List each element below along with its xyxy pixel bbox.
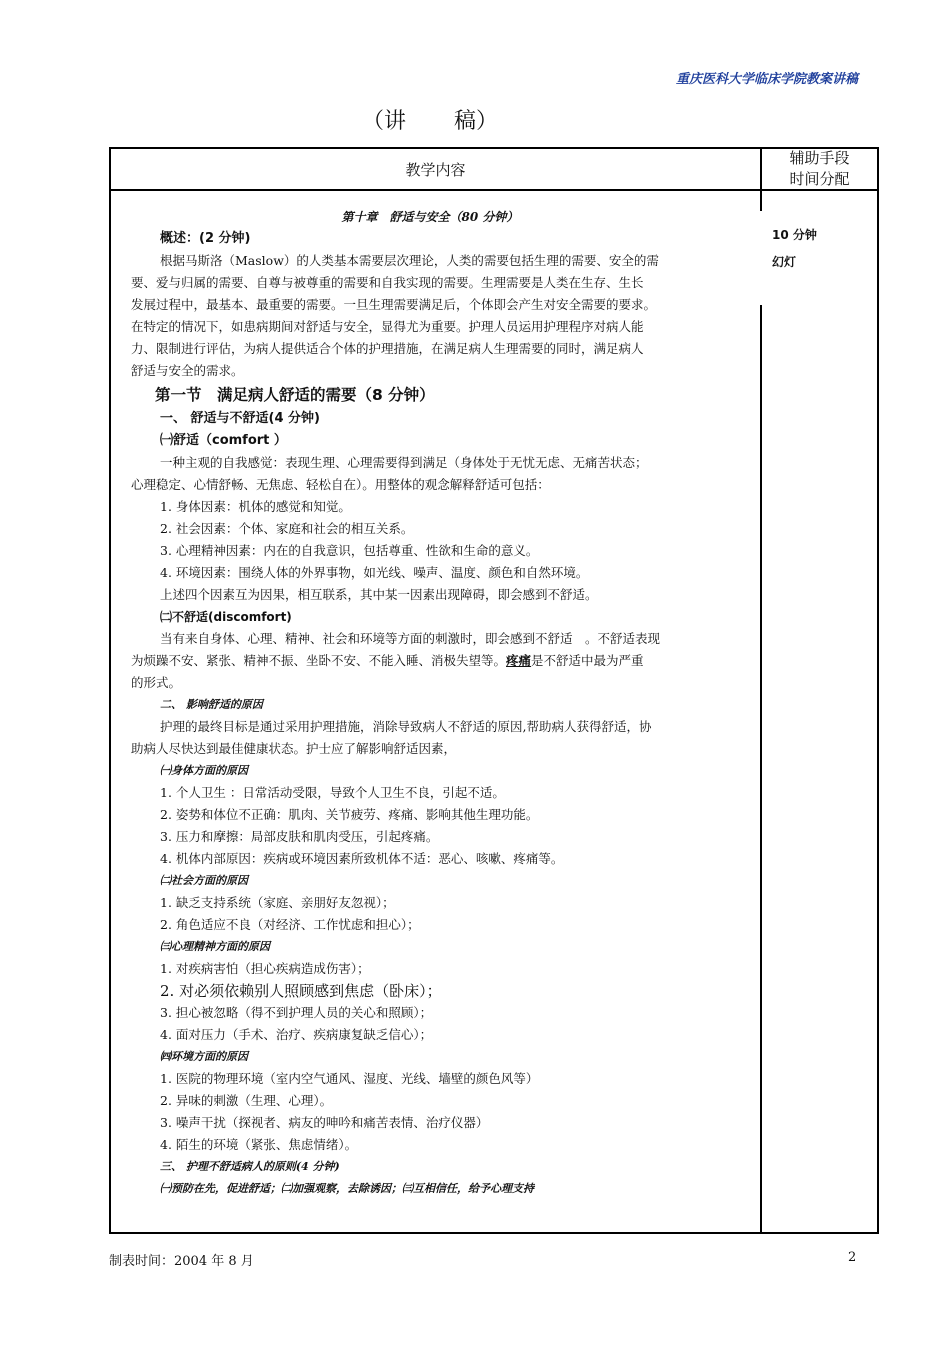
- subsection-heading: 二、 影响舒适的原因: [160, 698, 263, 711]
- teaching-aid: 幻灯: [772, 255, 797, 269]
- list-item: 3. 心理精神因素：内在的自我意识，包括尊重、性欲和生命的意义。: [160, 543, 539, 558]
- list-item: 3. 噪声干扰（探视者、病友的呻吟和痛苦表情、治疗仪器）: [160, 1115, 489, 1130]
- side-header-line2: 时间分配: [789, 170, 850, 188]
- column-divider-body: [760, 305, 762, 1234]
- list-item: 4. 面对压力（手术、治疗、疾病康复缺乏信心）；: [160, 1027, 433, 1042]
- side-notes: [772, 222, 817, 276]
- list-item: 1. 个人卫生 ：日常活动受限，导致个人卫生不良，引起不适。: [160, 785, 505, 800]
- subsection-heading: 三、 护理不舒适病人的原则(4 分钟): [160, 1160, 340, 1173]
- subsubsection-heading: ㈣环境方面的原因: [160, 1050, 248, 1063]
- paragraph-line: 要、爱与归属的需要、自尊与被尊重的需要和自我实现的需要。生理需要是人类在生存、生长: [131, 275, 644, 290]
- paragraph-line: 在特定的情况下，如患病期间对舒适与安全，显得尤为重要。护理人员运用护理程序对病人能: [131, 319, 644, 334]
- list-item: 1. 身体因素：机体的感觉和知觉。: [160, 499, 351, 514]
- subsubsection-heading: ㈡社会方面的原因: [160, 874, 248, 887]
- overview-heading: 概述：(2 分钟): [160, 231, 251, 246]
- list-item: 2. 异味的刺激（生理、心理）。: [160, 1093, 333, 1108]
- page-title: [362, 104, 498, 135]
- subsubsection-heading: ㈠舒适（comfort ）: [160, 433, 287, 448]
- subsubsection-heading: ㈡不舒适(discomfort): [160, 610, 292, 624]
- content-column-header: 教学内容: [405, 160, 466, 179]
- paragraph-line: 的形式。: [131, 675, 182, 690]
- list-item: 4. 环境因素：围绕人体的外界事物，如光线、噪声、温度、颜色和自然环境。: [160, 565, 589, 580]
- list-item: 2. 角色适应不良（对经济、工作忧虑和担心）；: [160, 917, 420, 932]
- list-item: 1. 缺乏支持系统（家庭、亲朋好友忽视）；: [160, 895, 395, 910]
- list-item: 4. 机体内部原因：疾病或环境因素所致机体不适：恶心、咳嗽、疼痛等。: [160, 851, 564, 866]
- list-item: 1. 医院的物理环境（室内空气通风、湿度、光线、墙壁的颜色风等）: [160, 1071, 539, 1086]
- page-number: 2: [848, 1250, 857, 1265]
- paragraph-line: 当有来自身体、心理、精神、社会和环境等方面的刺激时，即会感到不舒适 。不舒适表现: [160, 631, 661, 646]
- paragraph-line: [131, 650, 729, 672]
- subsection-heading: 一、 舒适与不舒适(4 分钟): [160, 411, 320, 426]
- page-title-part2: 稿）: [454, 109, 499, 134]
- list-item: 上述四个因素互为因果，相互联系，其中某一因素出现障碍，即会感到不舒适。: [160, 587, 598, 602]
- institution-header: 重庆医科大学临床学院教案讲稿: [675, 72, 858, 87]
- side-column-header: [762, 148, 877, 190]
- chapter-title: 第十章 舒适与安全（80 分钟）: [341, 210, 519, 224]
- paragraph-line: 护理的最终目标是通过采用护理措施，消除导致病人不舒适的原因,帮助病人获得舒适，协: [160, 719, 652, 734]
- list-item: 3. 压力和摩擦：局部皮肤和肌肉受压，引起疼痛。: [160, 829, 439, 844]
- text-run: 是不舒适中最为严重: [531, 653, 644, 668]
- list-item: 2. 社会因素：个体、家庭和社会的相互关系。: [160, 521, 414, 536]
- paragraph-line: 一种主观的自我感觉：表现生理、心理需要得到满足（身体处于无忧无虑、无痛苦状态；: [160, 455, 648, 470]
- paragraph-line: 心理稳定、心情舒畅、无焦虑、轻松自在）。用整体的观念解释舒适可包括：: [131, 477, 550, 492]
- paragraph-line: 根据马斯洛（Maslow）的人类基本需要层次理论，人类的需要包括生理的需要、安全的需: [160, 253, 659, 268]
- page-title-part1: （讲: [362, 109, 407, 134]
- list-item: 4. 陌生的环境（紧张、焦虑情绪）。: [160, 1137, 358, 1152]
- paragraph-line: 发展过程中，最基本、最重要的需要。一旦生理需要满足后，个体即会产生对安全需要的要求。: [131, 297, 657, 312]
- footer-date: 制表时间：2004 年 8 月: [109, 1254, 254, 1269]
- text-run: 为烦躁不安、紧张、精神不振、坐卧不安、不能入睡、消极失望等。: [131, 653, 507, 668]
- list-item: 2. 对必须依赖别人照顾感到焦虑（卧床）；: [160, 982, 442, 1000]
- lecture-content: [131, 206, 729, 1200]
- section-title: 第一节 满足病人舒适的需要（8 分钟）: [155, 386, 435, 404]
- list-item: 1. 对疾病害怕（担心疾病造成伤害）；: [160, 961, 370, 976]
- paragraph-line: 助病人尽快达到最佳健康状态。护士应了解影响舒适因素，: [131, 741, 457, 756]
- list-item: 2. 姿势和体位不正确：肌肉、关节疲劳、疼痛、影响其他生理功能。: [160, 807, 539, 822]
- list-item: 3. 担心被忽略（得不到护理人员的关心和照顾）；: [160, 1005, 433, 1020]
- subsubsection-heading: ㈠身体方面的原因: [160, 764, 248, 777]
- paragraph-line: 力、限制进行评估，为病人提供适合个体的护理措施，在满足病人生理需要的同时，满足病人: [131, 341, 644, 356]
- column-divider-stub: [760, 191, 762, 211]
- principles-line: ㈠预防在先，促进舒适；㈡加强观察，去除诱因；㈢互相信任，给予心理支持: [160, 1182, 534, 1195]
- side-header-line1: 辅助手段: [789, 149, 850, 167]
- paragraph-line: 舒适与安全的需求。: [131, 363, 244, 378]
- time-allocation: 10 分钟: [772, 228, 817, 242]
- emphasized-term: 疼痛: [506, 653, 532, 668]
- subsubsection-heading: ㈢心理精神方面的原因: [160, 940, 270, 953]
